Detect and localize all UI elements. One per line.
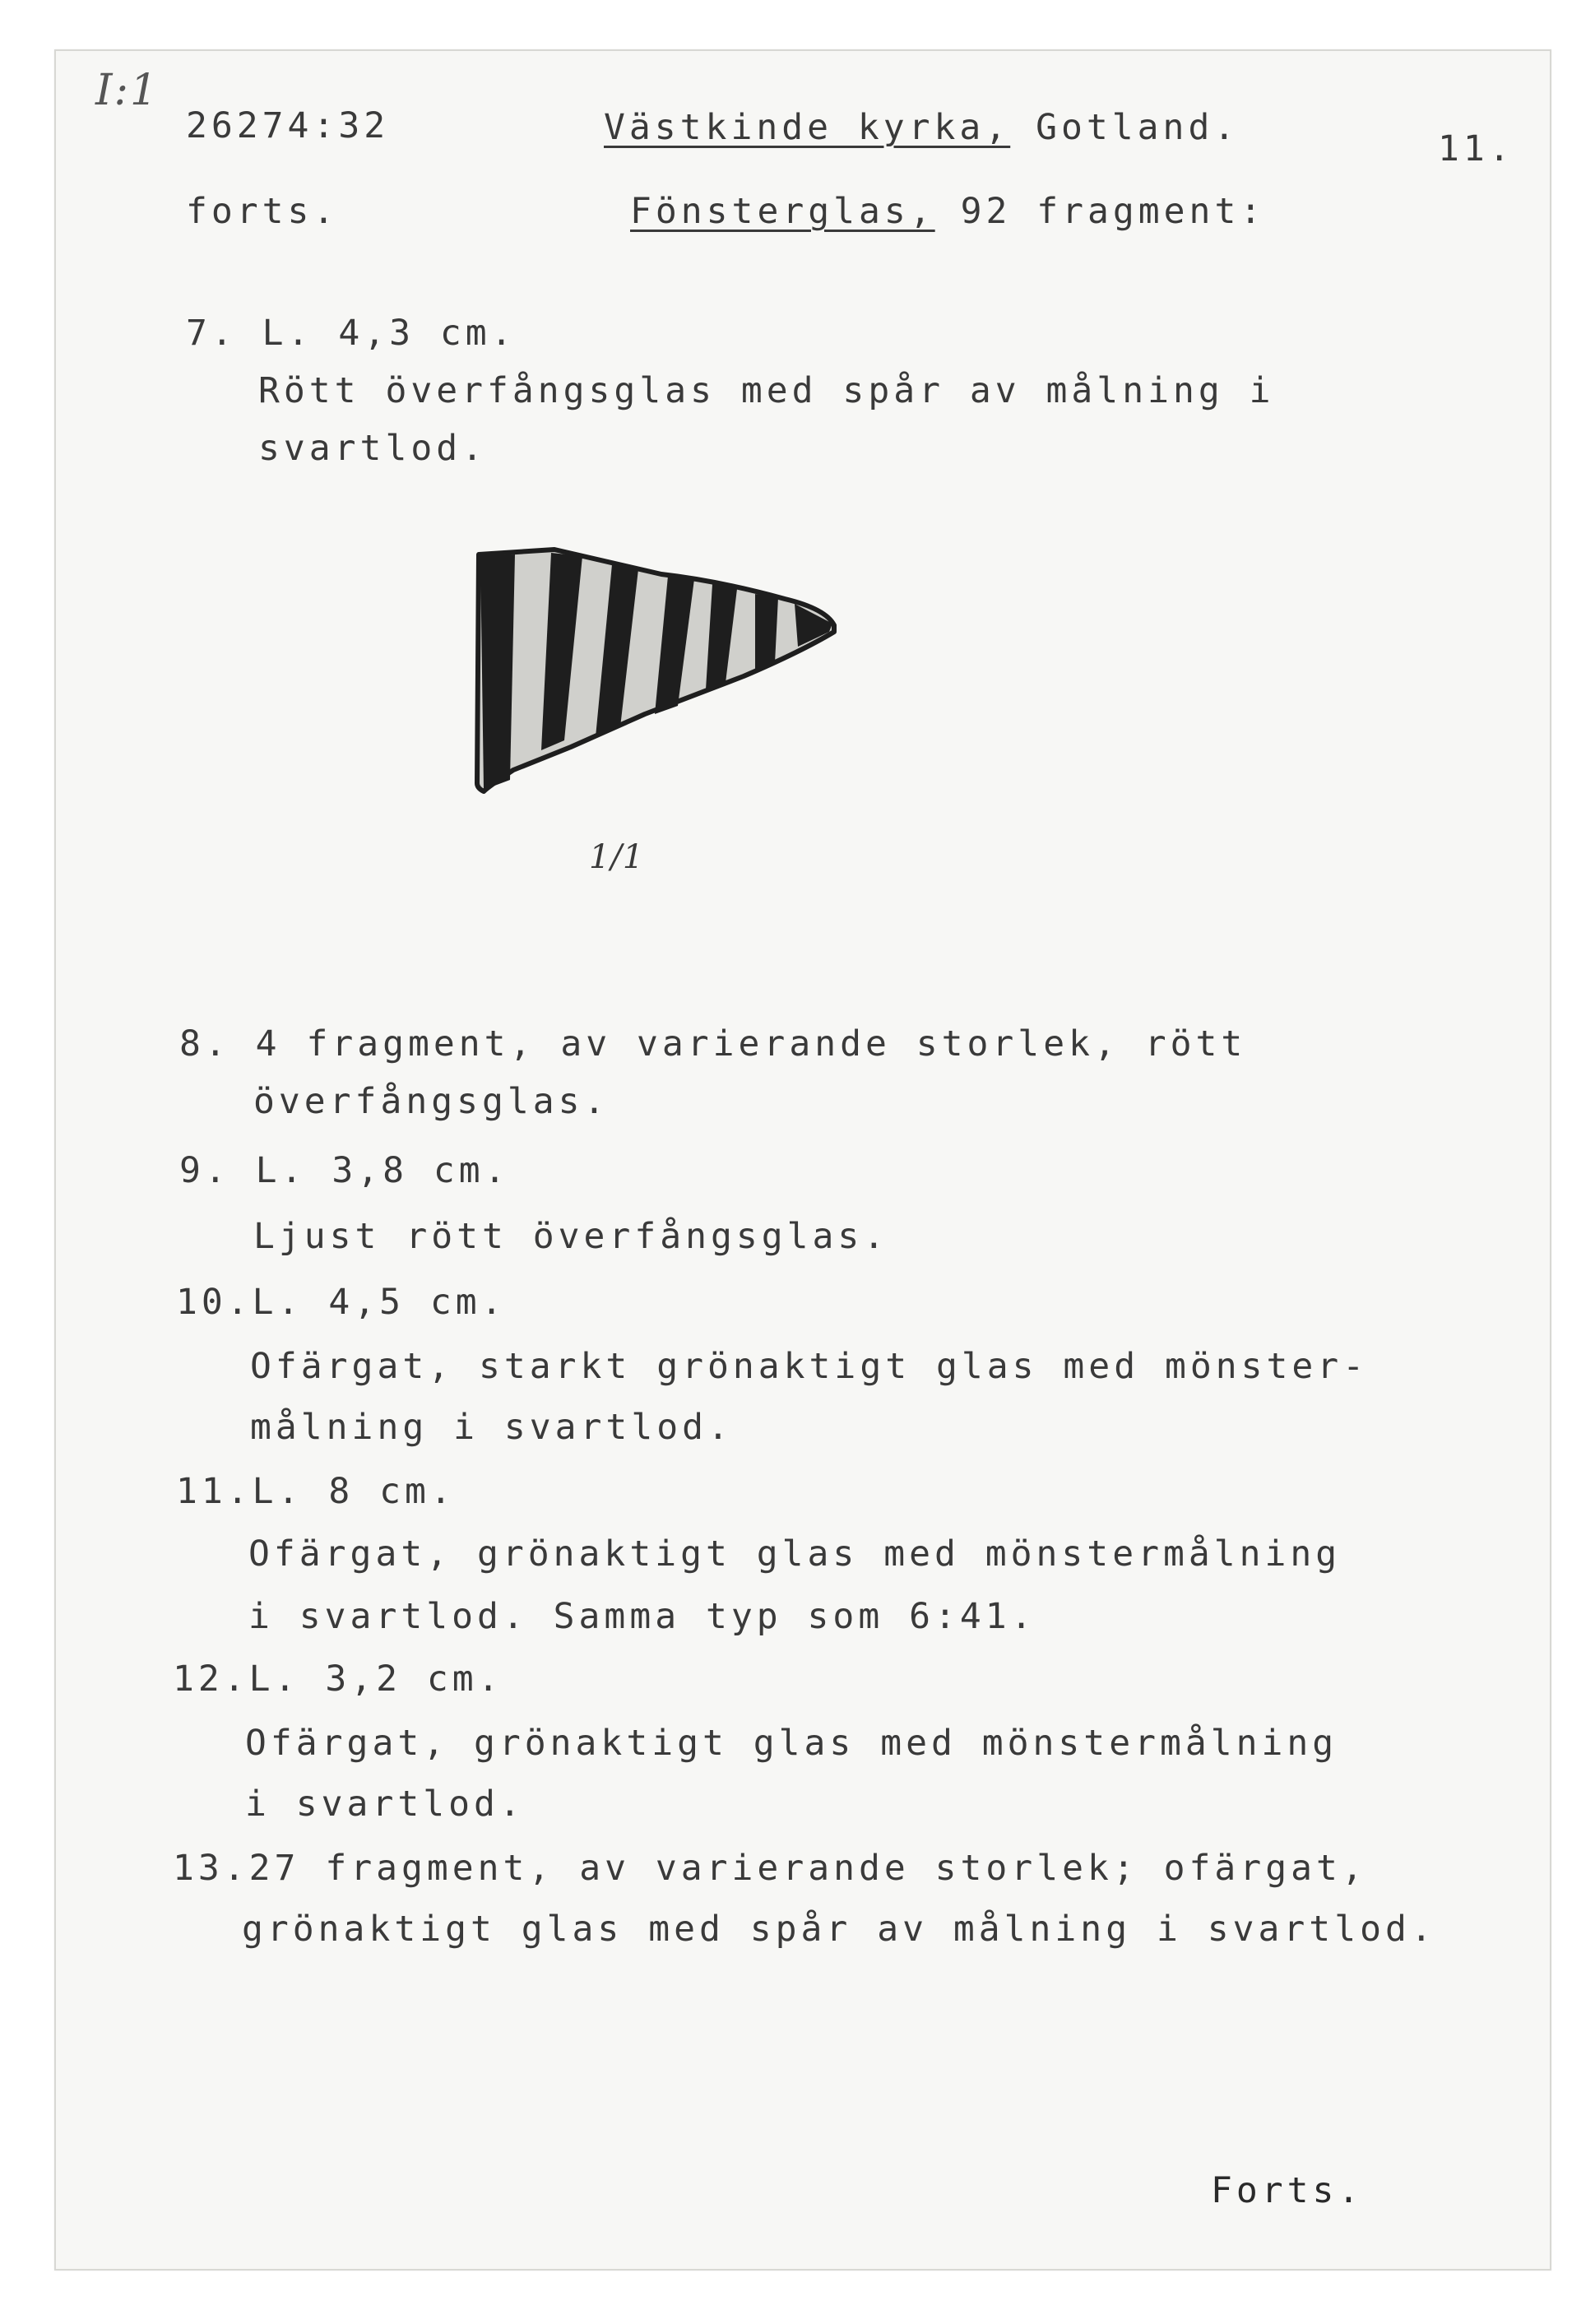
entry-12-line-3: i svartlod. <box>245 1784 525 1825</box>
drawing-scale-note: 1/1 <box>589 838 645 876</box>
inventory-number: 26274:32 <box>186 105 390 146</box>
subject-heading <box>630 191 1266 232</box>
entry-8-line-1: 8. 4 fragment, av varierande storlek, rött <box>179 1023 1247 1065</box>
subject-count: 92 fragment: <box>960 191 1266 232</box>
entry-7-line-1: 7. L. 4,3 cm. <box>186 313 517 354</box>
entry-9-line-2: Ljust rött överfångsglas. <box>253 1216 889 1257</box>
page-number: 11. <box>1438 128 1514 169</box>
entry-12-line-2: Ofärgat, grönaktigt glas med mönstermålning <box>245 1723 1338 1764</box>
subject-glass: Fönsterglas, <box>630 191 935 232</box>
entry-13-line-1: 13.27 fragment, av varierande storlek; ofärgat, <box>173 1848 1367 1889</box>
entry-13-line-2: grönaktigt glas med spår av målning i svartlod. <box>242 1909 1436 1950</box>
entry-11-line-2: Ofärgat, grönaktigt glas med mönstermålning <box>248 1533 1342 1575</box>
entry-7-line-3: svartlod. <box>258 428 487 469</box>
entry-10-line-1: 10.L. 4,5 cm. <box>176 1282 507 1323</box>
location-church: Västkinde kyrka, <box>604 107 1011 148</box>
entry-8-line-2: överfångsglas. <box>253 1081 610 1122</box>
catalog-card <box>54 49 1551 2271</box>
entry-11-line-3: i svartlod. Samma typ som 6:41. <box>248 1596 1036 1637</box>
glass-fragment-drawing <box>472 545 900 824</box>
entry-10-line-3: målning i svartlod. <box>250 1407 733 1448</box>
footer-continued: Forts. <box>1211 2170 1364 2211</box>
entry-7-line-2: Rött överfångsglas med spår av målning i <box>258 370 1275 411</box>
location-region: Gotland. <box>1036 107 1240 148</box>
continued-label: forts. <box>186 191 339 232</box>
location-heading <box>604 107 1240 148</box>
entry-10-line-2: Ofärgat, starkt grönaktigt glas med mönster- <box>250 1346 1369 1387</box>
corner-mark: I:1 <box>95 66 160 115</box>
entry-11-line-1: 11.L. 8 cm. <box>176 1471 456 1512</box>
entry-9-line-1: 9. L. 3,8 cm. <box>179 1150 510 1191</box>
entry-12-line-1: 12.L. 3,2 cm. <box>173 1658 503 1700</box>
